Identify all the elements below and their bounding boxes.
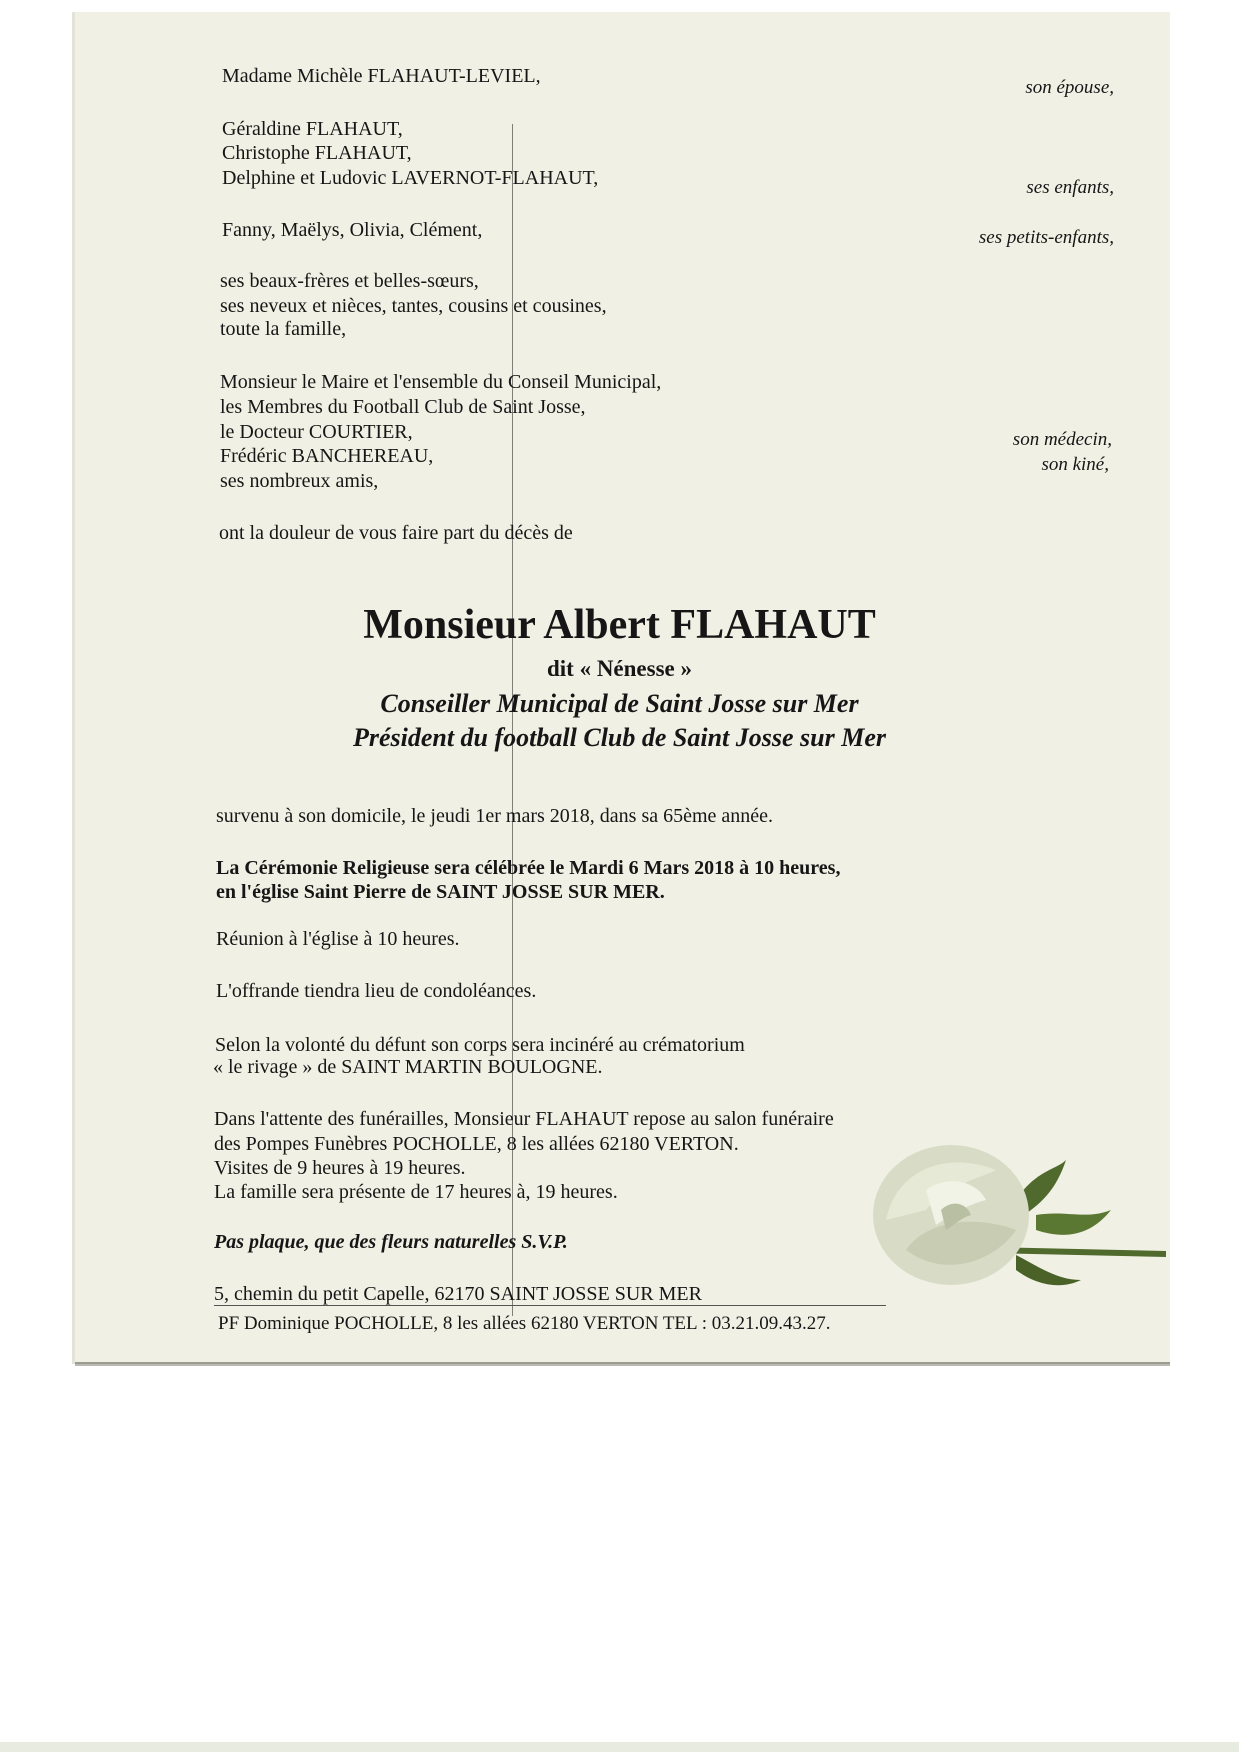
others-4: Frédéric BANCHEREAU, (220, 445, 434, 467)
kine-role: son kiné, (1041, 454, 1109, 475)
child-3: Delphine et Ludovic LAVERNOT-FLAHAUT, (222, 167, 599, 189)
funeral-line-1: Dans l'attente des funérailles, Monsieur FLAHAUT repose au salon funéraire (214, 1108, 834, 1130)
deceased-nickname: dit « Nénesse » (546, 656, 693, 681)
death-info: survenu à son domicile, le jeudi 1er mars 2018, dans sa 65ème année. (216, 805, 774, 827)
address: 5, chemin du petit Capelle, 62170 SAINT JOSSE SUR MER (214, 1283, 702, 1305)
relatives-3: toute la famille, (220, 318, 347, 340)
cremation-line-2: « le rivage » de SAINT MARTIN BOULOGNE. (213, 1056, 603, 1078)
rose-leaf-2 (1036, 1210, 1111, 1235)
ceremony-line-2: en l'église Saint Pierre de SAINT JOSSE SUR MER. (216, 881, 665, 903)
rose-leaf-3 (1016, 1255, 1081, 1285)
doctor-role: son médecin, (1012, 429, 1112, 450)
cremation-line-1: Selon la volonté du défunt son corps sera incinéré au crématorium (215, 1034, 745, 1056)
funeral-line-4: La famille sera présente de 17 heures à, 19 heures. (214, 1181, 618, 1203)
child-2: Christophe FLAHAUT, (222, 142, 412, 164)
funeral-line-2: des Pompes Funèbres POCHOLLE, 8 les allées 62180 VERTON. (214, 1133, 739, 1155)
ceremony-line-1: La Cérémonie Religieuse sera célébrée le Mardi 6 Mars 2018 à 10 heures, (216, 857, 841, 879)
others-3: le Docteur COURTIER, (220, 421, 413, 443)
wife-role: son épouse, (1025, 77, 1114, 98)
others-1: Monsieur le Maire et l'ensemble du Conseil Municipal, (220, 371, 662, 393)
children-role: ses enfants, (1026, 177, 1114, 198)
offering-info: L'offrande tiendra lieu de condoléances. (216, 980, 537, 1002)
deceased-title-1: Conseiller Municipal de Saint Josse sur Mer (380, 689, 859, 718)
relatives-1: ses beaux-frères et belles-sœurs, (220, 270, 479, 292)
announcement: ont la douleur de vous faire part du décès de (219, 522, 573, 544)
others-2: les Membres du Football Club de Saint Josse, (220, 396, 586, 418)
divider (214, 1305, 886, 1306)
wife-name: Madame Michèle FLAHAUT-LEVIEL, (222, 65, 541, 87)
rose-illustration (866, 1130, 1166, 1295)
reunion-info: Réunion à l'église à 10 heures. (216, 928, 460, 950)
child-1: Géraldine FLAHAUT, (222, 118, 403, 140)
funeral-home: PF Dominique POCHOLLE, 8 les allées 62180 VERTON TEL : 03.21.09.43.27. (218, 1313, 831, 1334)
funeral-line-3: Visites de 9 heures à 19 heures. (214, 1157, 466, 1179)
relatives-2: ses neveux et nièces, tantes, cousins et cousines, (220, 295, 607, 317)
grandchildren: Fanny, Maëlys, Olivia, Clément, (222, 219, 483, 241)
flowers-notice: Pas plaque, que des fleurs naturelles S.V.P. (214, 1231, 568, 1253)
scan-edge (0, 1742, 1239, 1752)
others-5: ses nombreux amis, (220, 470, 379, 492)
deceased-title-2: Président du football Club de Saint Josse sur Mer (352, 723, 887, 752)
grandchildren-role: ses petits-enfants, (978, 227, 1114, 248)
deceased-name: Monsieur Albert FLAHAUT (363, 602, 876, 648)
